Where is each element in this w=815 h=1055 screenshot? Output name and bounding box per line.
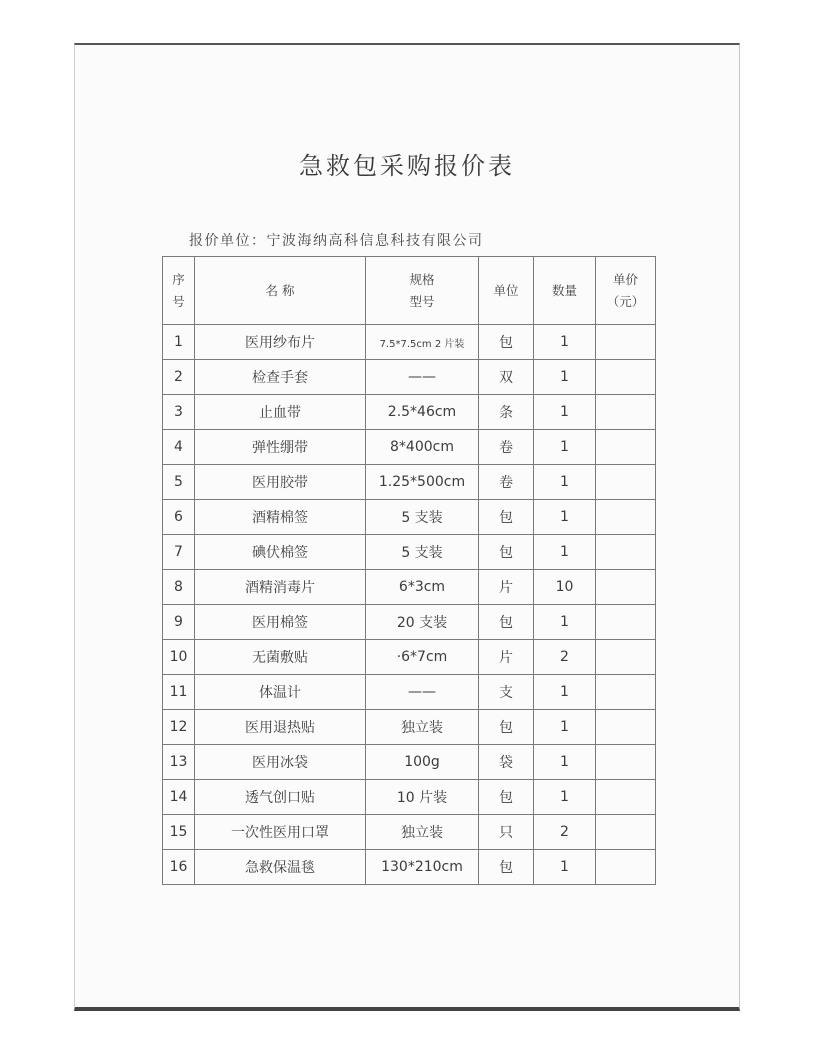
cell-unit: 支: [479, 675, 534, 710]
cell-qty: 1: [534, 430, 596, 465]
header-spec-line2: 型号: [409, 293, 435, 309]
header-spec: [366, 257, 479, 325]
cell-qty: 1: [534, 675, 596, 710]
header-price-line2: （元）: [606, 293, 645, 309]
header-no-line2: 号: [172, 293, 185, 309]
table-row: [163, 815, 656, 850]
cell-no: 3: [163, 395, 195, 430]
table-row: [163, 640, 656, 675]
cell-spec: 8*400cm: [366, 430, 479, 465]
cell-price: [596, 360, 656, 395]
cell-name: 一次性医用口罩: [195, 815, 366, 850]
cell-qty: 2: [534, 815, 596, 850]
header-price: [596, 257, 656, 325]
cell-price: [596, 815, 656, 850]
table-row: [163, 325, 656, 360]
cell-no: 8: [163, 570, 195, 605]
cell-unit: 包: [479, 325, 534, 360]
header-name-label: 名 称: [265, 282, 295, 298]
cell-unit: 片: [479, 640, 534, 675]
cell-name: 医用棉签: [195, 605, 366, 640]
cell-no: 5: [163, 465, 195, 500]
cell-unit: 包: [479, 850, 534, 885]
table-row: [163, 570, 656, 605]
cell-name: 透气创口贴: [195, 780, 366, 815]
header-no: [163, 257, 195, 325]
cell-no: 1: [163, 325, 195, 360]
cell-no: 4: [163, 430, 195, 465]
cell-price: [596, 675, 656, 710]
cell-unit: 条: [479, 395, 534, 430]
cell-no: 13: [163, 745, 195, 780]
cell-name: 碘伏棉签: [195, 535, 366, 570]
cell-name: 酒精消毒片: [195, 570, 366, 605]
cell-unit: 袋: [479, 745, 534, 780]
table-row: [163, 710, 656, 745]
cell-price: [596, 780, 656, 815]
cell-no: 9: [163, 605, 195, 640]
cell-price: [596, 640, 656, 675]
table-row: [163, 430, 656, 465]
cell-no: 6: [163, 500, 195, 535]
cell-no: 11: [163, 675, 195, 710]
cell-qty: 1: [534, 360, 596, 395]
cell-price: [596, 605, 656, 640]
header-qty: 数量: [534, 257, 596, 325]
header-name: [195, 257, 366, 325]
cell-unit: 包: [479, 605, 534, 640]
cell-no: 15: [163, 815, 195, 850]
cell-qty: 1: [534, 500, 596, 535]
table-row: [163, 780, 656, 815]
header-no-line1: 序: [172, 272, 185, 288]
cell-unit: 卷: [479, 465, 534, 500]
cell-price: [596, 745, 656, 780]
cell-price: [596, 465, 656, 500]
table-row: [163, 605, 656, 640]
cell-unit: 包: [479, 780, 534, 815]
header-price-line1: 单价: [612, 272, 638, 288]
cell-no: 12: [163, 710, 195, 745]
cell-qty: 1: [534, 710, 596, 745]
table-row: [163, 500, 656, 535]
cell-spec: 独立装: [366, 815, 479, 850]
cell-unit: 片: [479, 570, 534, 605]
cell-name: 医用退热贴: [195, 710, 366, 745]
cell-spec: 1.25*500cm: [366, 465, 479, 500]
cell-price: [596, 570, 656, 605]
cell-qty: 1: [534, 395, 596, 430]
cell-name: 医用纱布片: [195, 325, 366, 360]
cell-spec: 10 片装: [366, 780, 479, 815]
cell-unit: 卷: [479, 430, 534, 465]
cell-price: [596, 850, 656, 885]
cell-no: 2: [163, 360, 195, 395]
cell-name: 体温计: [195, 675, 366, 710]
cell-spec: ·6*7cm: [366, 640, 479, 675]
cell-price: [596, 395, 656, 430]
cell-name: 医用冰袋: [195, 745, 366, 780]
cell-spec: 独立装: [366, 710, 479, 745]
cell-price: [596, 710, 656, 745]
cell-name: 急救保温毯: [195, 850, 366, 885]
cell-unit: 双: [479, 360, 534, 395]
cell-spec: 7.5*7.5cm 2 片装: [366, 325, 479, 360]
table-row: [163, 395, 656, 430]
cell-no: 10: [163, 640, 195, 675]
cell-unit: 包: [479, 710, 534, 745]
header-unit: 单位: [479, 257, 534, 325]
cell-qty: 1: [534, 325, 596, 360]
cell-no: 14: [163, 780, 195, 815]
cell-qty: 10: [534, 570, 596, 605]
cell-unit: 包: [479, 500, 534, 535]
cell-name: 医用胶带: [195, 465, 366, 500]
table-row: [163, 745, 656, 780]
cell-qty: 1: [534, 465, 596, 500]
cell-qty: 2: [534, 640, 596, 675]
cell-spec: ——: [366, 360, 479, 395]
table-row: [163, 360, 656, 395]
cell-no: 16: [163, 850, 195, 885]
cell-spec: 130*210cm: [366, 850, 479, 885]
cell-price: [596, 430, 656, 465]
cell-qty: 1: [534, 780, 596, 815]
cell-name: 止血带: [195, 395, 366, 430]
cell-spec: ——: [366, 675, 479, 710]
cell-spec: 20 支装: [366, 605, 479, 640]
cell-qty: 1: [534, 745, 596, 780]
table-header-row: [163, 257, 656, 325]
cell-no: 7: [163, 535, 195, 570]
table-row: [163, 850, 656, 885]
cell-spec: 2.5*46cm: [366, 395, 479, 430]
cell-spec: 6*3cm: [366, 570, 479, 605]
cell-qty: 1: [534, 605, 596, 640]
table-row: [163, 465, 656, 500]
cell-unit: 包: [479, 535, 534, 570]
cell-name: 无菌敷贴: [195, 640, 366, 675]
cell-name: 酒精棉签: [195, 500, 366, 535]
cell-spec: 100g: [366, 745, 479, 780]
document-title: 急救包采购报价表: [299, 152, 515, 180]
cell-spec: 5 支装: [366, 535, 479, 570]
cell-qty: 1: [534, 535, 596, 570]
header-spec-line1: 规格: [409, 272, 435, 288]
cell-price: [596, 325, 656, 360]
cell-qty: 1: [534, 850, 596, 885]
cell-price: [596, 500, 656, 535]
quote-unit-line: 报价单位：宁波海纳高科信息科技有限公司: [189, 233, 484, 249]
cell-price: [596, 535, 656, 570]
quote-table: [162, 256, 656, 885]
cell-name: 检查手套: [195, 360, 366, 395]
cell-spec: 5 支装: [366, 500, 479, 535]
table-row: [163, 535, 656, 570]
cell-name: 弹性绷带: [195, 430, 366, 465]
cell-unit: 只: [479, 815, 534, 850]
table-row: [163, 675, 656, 710]
